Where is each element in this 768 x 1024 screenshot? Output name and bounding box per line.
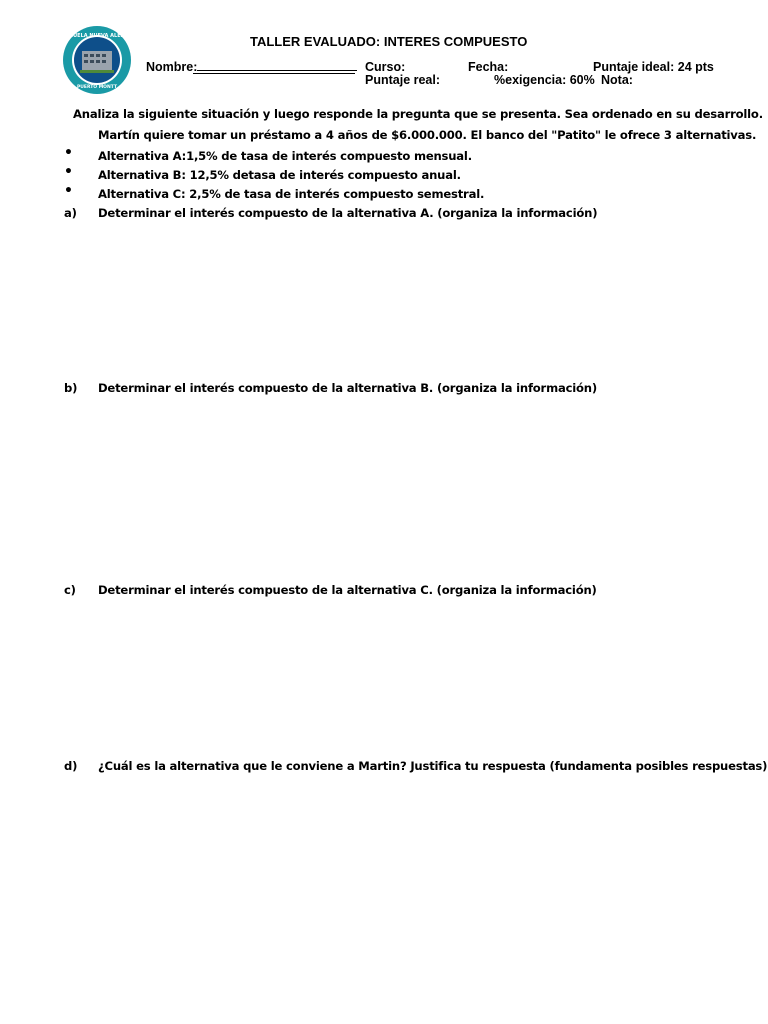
question-c-letter: c) (64, 583, 76, 597)
question-b-text: Determinar el interés compuesto de la alternativa B. (organiza la información) (98, 381, 597, 395)
fecha-label: Fecha: (468, 60, 509, 74)
logo-text-bottom: PUERTO MONTT (76, 85, 118, 90)
bullet-icon: • (64, 183, 73, 199)
curso-label: Curso: (365, 60, 406, 74)
bullet-icon: • (64, 145, 73, 161)
question-b-letter: b) (64, 381, 78, 395)
bullet-icon: • (64, 164, 73, 180)
question-a-text: Determinar el interés compuesto de la alternativa A. (organiza la información) (98, 206, 598, 220)
nombre-label: Nombre: (146, 60, 198, 74)
exigencia: %exigencia: 60% (494, 73, 595, 87)
alternative-c: Alternativa C: 2,5% de tasa de interés compuesto semestral. (98, 187, 485, 201)
school-logo (62, 25, 132, 95)
question-d-letter: d) (64, 759, 78, 773)
page-title: TALLER EVALUADO: INTERES COMPUESTO (250, 34, 528, 49)
question-d-text: ¿Cuál es la alternativa que le conviene a Martin? Justifica tu respuesta (fundamenta posibles respuestas) (98, 759, 768, 773)
instructions: Analiza la siguiente situación y luego responde la pregunta que se presenta. Sea ordenado en su desarrollo. (73, 107, 763, 121)
logo-text-top: ESCUELA NUEVA ALERCE (62, 33, 132, 39)
question-c-text: Determinar el interés compuesto de la alternativa C. (organiza la información) (98, 583, 597, 597)
nombre-line (197, 69, 357, 71)
alternative-b: Alternativa B: 12,5% detasa de interés compuesto anual. (98, 168, 461, 182)
question-a-letter: a) (64, 206, 77, 220)
puntaje-real: Puntaje real: (365, 73, 441, 87)
nombre-line-2 (193, 72, 355, 74)
nota-label: Nota: (601, 73, 633, 87)
puntaje-ideal: Puntaje ideal: 24 pts (593, 60, 714, 74)
problem-statement: Martín quiere tomar un préstamo a 4 años de $6.000.000. El banco del "Patito" le ofrece 3 alternativas. (98, 128, 757, 142)
alternative-a: Alternativa A:1,5% de tasa de interés compuesto mensual. (98, 149, 472, 163)
